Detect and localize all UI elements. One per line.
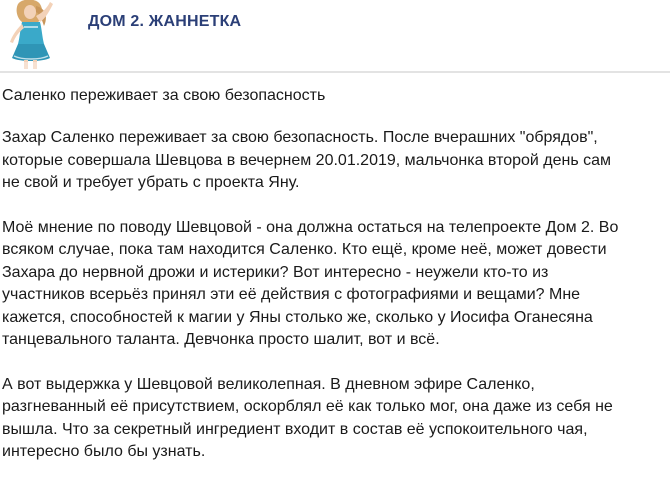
article-body <box>2 127 668 486</box>
paragraph-line: всяком случае, пока там находится Саленко. Кто ещё, кроме неё, может довести <box>2 241 607 258</box>
paragraph-line: танцевального таланта. Девчонка просто шалит, вот и всё. <box>2 331 440 348</box>
paragraph-line: вышла. Что за секретный ингредиент входит в состав её успокоительного чая, <box>2 420 588 438</box>
site-title[interactable]: ДОМ 2. ЖАННЕТКА <box>88 13 242 30</box>
paragraph-line: Захара до нервной дрожи и истерики? Вот интересно - неужели кто-то из <box>2 263 549 281</box>
paragraph-line: не свой и требует убрать с проекта Яну. <box>2 174 300 191</box>
article-paragraph <box>2 217 668 352</box>
paragraph-line: А вот выдержка у Шевцовой великолепная. В дневном эфире Саленко, <box>2 375 535 393</box>
girl-in-blue-dress-icon <box>0 0 62 70</box>
paragraph-line: разгневанный её присутствием, оскорблял её как только мог, она даже из себя не <box>2 398 613 415</box>
article-headline: Саленко переживает за свою безопасность <box>2 87 326 104</box>
paragraph-line: которые совершала Шевцова в вечернем 20.01.2019, мальчонка второй день сам <box>2 151 612 169</box>
paragraph-line: участников всерьёз принял эти её действия с фотографиями и вещами? Мне <box>2 286 581 303</box>
paragraph-line: Захар Саленко переживает за свою безопасность. После вчерашних "обрядов", <box>2 129 598 146</box>
article-paragraph <box>2 127 668 195</box>
header-divider <box>0 71 670 73</box>
article-paragraph <box>2 374 668 464</box>
paragraph-line: интересно было бы узнать. <box>2 443 206 460</box>
site-header <box>0 0 670 70</box>
paragraph-line: Моё мнение по поводу Шевцовой - она должна остаться на телепроекте Дом 2. Во <box>2 218 619 236</box>
paragraph-line: кажется, способностей к магии у Яны столько же, сколько у Иосифа Оганесяна <box>2 308 593 326</box>
avatar[interactable] <box>0 0 62 70</box>
